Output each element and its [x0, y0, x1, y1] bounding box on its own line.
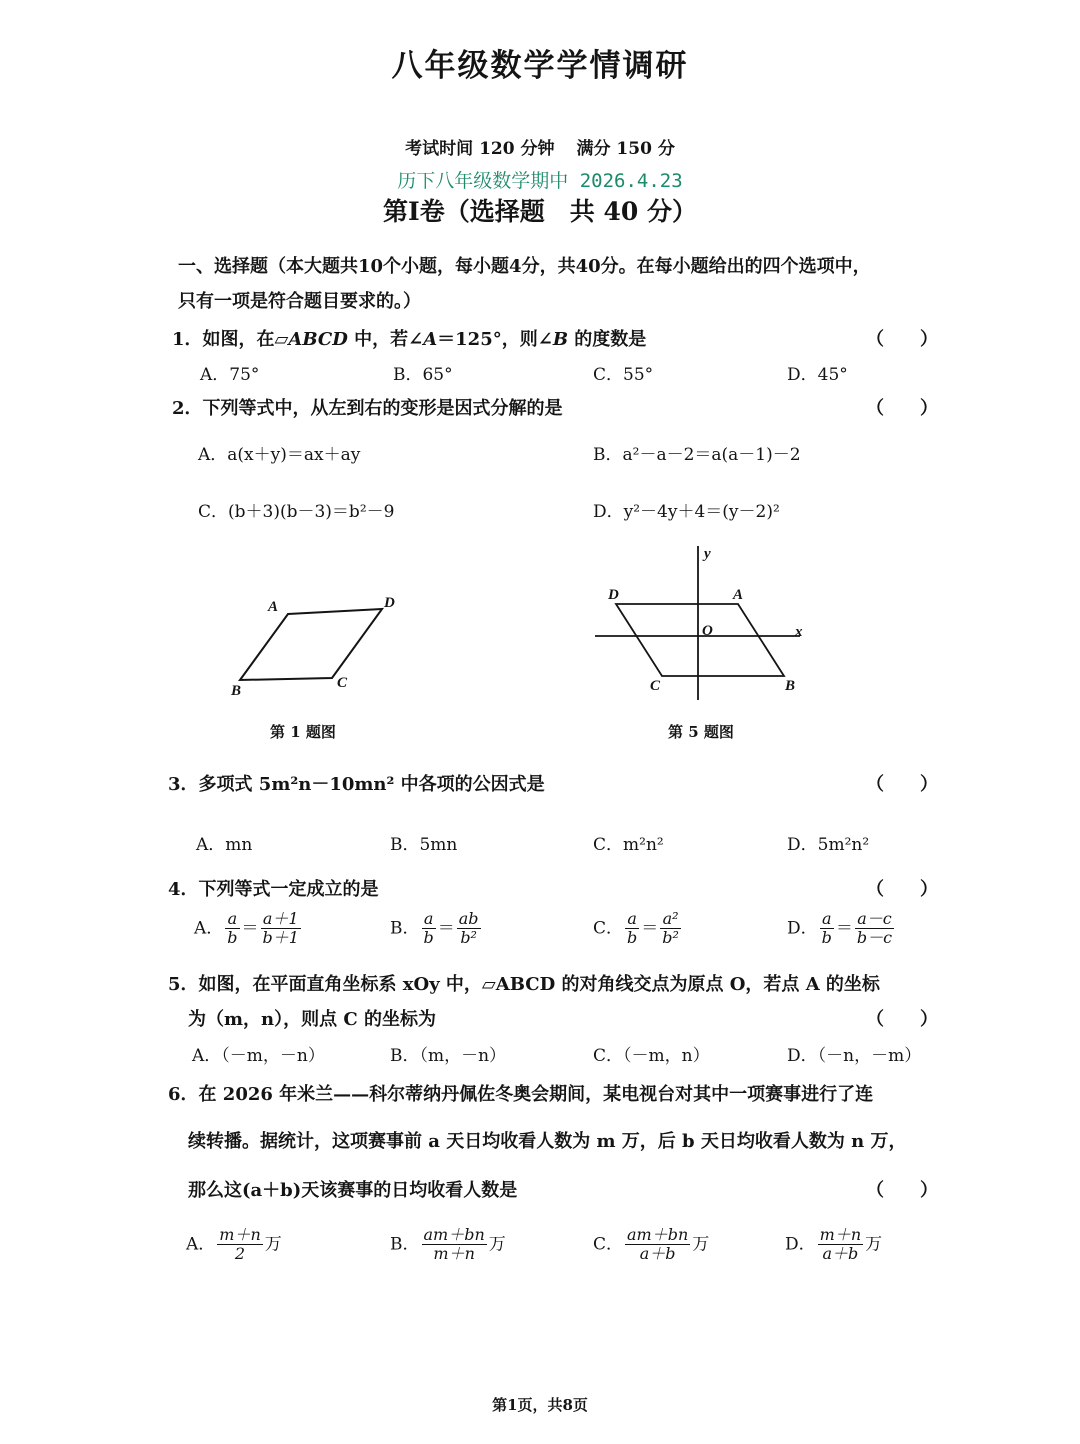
q4-option-b-label: B． — [390, 918, 420, 939]
q1-value: ＝125°，则∠ — [437, 329, 553, 350]
numerator: m＋n — [219, 1225, 261, 1244]
q4-option-b[interactable] — [390, 910, 483, 948]
question-4-answer-blank[interactable]: （ ） — [866, 879, 938, 900]
q1-angle-a: A — [423, 329, 438, 350]
q3-option-d[interactable]: D．5m²n² — [787, 835, 870, 855]
q1-end: 的度数是 — [568, 329, 647, 350]
q4-option-d[interactable] — [787, 910, 896, 948]
question-3-answer-blank[interactable]: （ ） — [866, 774, 938, 795]
denominator: b — [627, 928, 638, 948]
vertex-b-label: B — [785, 678, 796, 694]
q1-middle: 中，若∠ — [347, 329, 424, 350]
q4-option-a[interactable] — [194, 910, 303, 948]
q2-option-a[interactable]: A．a(x＋y)＝ax＋ay — [198, 445, 361, 465]
q4-option-c[interactable] — [593, 910, 683, 948]
q4-b-left-fraction — [422, 910, 436, 948]
q5-option-b[interactable]: B．（m，－n） — [390, 1046, 507, 1066]
q1-option-b[interactable]: B．65° — [393, 365, 453, 385]
q6-b-fraction — [422, 1226, 487, 1264]
denominator: b² — [460, 928, 477, 948]
q4-d-left-fraction — [820, 910, 834, 948]
numerator: m＋n — [819, 1225, 862, 1244]
question-5-line1: 5．如图，在平面直角坐标系 xOy 中，▱ABCD 的对角线交点为原点 O，若点 A 的坐标 — [168, 974, 880, 995]
x-axis-label: x — [795, 624, 803, 640]
q4-option-c-label: C． — [593, 918, 624, 939]
q5-option-c[interactable]: C．（－m，n） — [593, 1046, 710, 1066]
parallelogram-abcd-shape — [240, 609, 382, 680]
numerator: am＋bn — [423, 1225, 485, 1244]
q4-c-right-fraction — [660, 910, 681, 948]
denominator: b — [423, 928, 434, 948]
question-2-answer-blank[interactable]: （ ） — [866, 398, 938, 419]
figure-5-coordinate-plane — [590, 540, 820, 705]
numerator: a — [225, 910, 239, 929]
vertex-d-label: D — [608, 587, 619, 603]
q4-c-left-fraction — [625, 910, 639, 948]
vertex-a-label: A — [733, 587, 744, 603]
equals-sign: ＝ — [437, 918, 455, 939]
section-instructions-line1: 一、选择题（本大题共10个小题，每小题4分，共40分。在每小题给出的四个选项中， — [178, 256, 871, 277]
q5-option-d[interactable]: D．（－n，－m） — [787, 1046, 922, 1066]
part-title: 第Ⅰ卷（选择题 共 40 分） — [383, 197, 697, 226]
q1-option-a[interactable]: A．75° — [200, 365, 260, 385]
figure-5-caption: 第 5 题图 — [668, 723, 734, 741]
q6-option-c-label: C． — [593, 1234, 624, 1255]
numerator: a — [625, 910, 639, 929]
denominator: b－c — [856, 928, 893, 948]
unit-label: 万 — [692, 1234, 710, 1255]
figure-1-caption: 第 1 题图 — [270, 723, 336, 741]
numerator: a — [820, 910, 834, 929]
denominator: a＋b — [639, 1244, 676, 1264]
exam-title: 八年级数学学情调研 — [391, 48, 689, 84]
q4-option-d-label: D． — [787, 918, 818, 939]
q5-option-a[interactable]: A．（－m，－n） — [192, 1046, 325, 1066]
unit-label: 万 — [488, 1234, 506, 1255]
question-4-stem: 4．下列等式一定成立的是 — [168, 879, 379, 900]
q6-option-b[interactable] — [390, 1226, 506, 1264]
numerator: am＋bn — [627, 1225, 689, 1244]
numerator: a² — [660, 910, 681, 929]
exam-time: 考试时间 120 分钟 — [405, 139, 555, 159]
parallelogram-symbol: ▱ — [274, 329, 289, 350]
q6-option-c[interactable] — [593, 1226, 709, 1264]
denominator: b — [227, 928, 238, 948]
origin-label: O — [702, 623, 713, 639]
q3-option-a[interactable]: A．mn — [196, 835, 253, 855]
q4-a-right-fraction — [261, 910, 301, 948]
denominator: b — [821, 928, 832, 948]
q3-option-c[interactable]: C．m²n² — [593, 835, 664, 855]
denominator: b² — [662, 928, 679, 948]
equals-sign: ＝ — [641, 918, 659, 939]
vertex-a-label: A — [268, 599, 279, 615]
question-5-line2: 为（m，n），则点 C 的坐标为 — [188, 1009, 436, 1030]
q6-option-b-label: B． — [390, 1234, 420, 1255]
q6-option-d[interactable] — [785, 1226, 882, 1264]
question-2-stem: 2．下列等式中，从左到右的变形是因式分解的是 — [172, 398, 563, 419]
denominator: 2 — [234, 1244, 246, 1264]
parallelogram-abcd-shape — [616, 604, 784, 676]
equals-sign: ＝ — [835, 918, 853, 939]
handwritten-note: 历下八年级数学期中 2026.4.23 — [397, 170, 683, 192]
q1-figure-name: ABCD — [288, 329, 348, 350]
question-1-answer-blank[interactable]: （ ） — [866, 329, 938, 350]
q3-option-b[interactable]: B．5mn — [390, 835, 458, 855]
q4-a-left-fraction — [225, 910, 239, 948]
denominator: m＋n — [433, 1244, 475, 1264]
numerator: a－c — [855, 910, 894, 929]
question-6-line1: 6．在 2026 年米兰——科尔蒂纳丹佩佐冬奥会期间，某电视台对其中一项赛事进行了连 — [168, 1084, 874, 1105]
full-score: 满分 150 分 — [576, 139, 675, 159]
vertex-b-label: B — [231, 683, 242, 699]
q1-option-c[interactable]: C．55° — [593, 365, 654, 385]
q4-option-a-label: A． — [194, 918, 224, 939]
vertex-d-label: D — [384, 595, 395, 611]
q1-prefix: 1．如图，在 — [172, 329, 275, 350]
unit-label: 万 — [865, 1234, 883, 1255]
question-1-stem — [172, 325, 646, 351]
section-instructions-line2: 只有一项是符合题目要求的。） — [178, 291, 421, 312]
q2-option-c[interactable]: C．(b＋3)(b－3)＝b²－9 — [198, 502, 395, 522]
exam-meta — [0, 134, 1080, 159]
equals-sign: ＝ — [241, 918, 259, 939]
denominator: a＋b — [822, 1244, 859, 1264]
q6-option-a-label: A． — [186, 1234, 216, 1255]
q2-option-b[interactable]: B．a²－a－2＝a(a－1)－2 — [593, 445, 801, 465]
q6-d-fraction — [818, 1226, 863, 1264]
numerator: a — [422, 910, 436, 929]
question-6-line2: 续转播。据统计，这项赛事前 a 天日均收看人数为 m 万，后 b 天日均收看人数为 n 万， — [188, 1131, 907, 1152]
numerator: a＋1 — [261, 910, 301, 929]
question-6-line3: 那么这(a＋b)天该赛事的日均收看人数是 — [188, 1180, 518, 1201]
y-axis-label: y — [704, 546, 711, 562]
q2-option-d[interactable]: D．y²－4y＋4＝(y－2)² — [593, 502, 780, 522]
vertex-c-label: C — [337, 675, 348, 691]
page-number: 第1页，共8页 — [492, 1396, 588, 1414]
q4-d-right-fraction — [855, 910, 894, 948]
vertex-c-label: C — [650, 678, 661, 694]
q6-option-a[interactable] — [186, 1226, 282, 1264]
unit-label: 万 — [264, 1234, 282, 1255]
q6-a-fraction — [217, 1226, 262, 1264]
question-5-answer-blank[interactable]: （ ） — [866, 1009, 938, 1030]
q1-angle-b: B — [552, 329, 569, 350]
figure-1-parallelogram — [220, 585, 410, 705]
q4-b-right-fraction — [457, 910, 481, 948]
numerator: ab — [458, 909, 479, 928]
q1-option-d[interactable]: D．45° — [787, 365, 848, 385]
question-6-answer-blank[interactable]: （ ） — [866, 1180, 938, 1201]
q6-c-fraction — [625, 1226, 690, 1264]
denominator: b＋1 — [262, 928, 299, 948]
question-3-stem: 3．多项式 5m²n－10mn² 中各项的公因式是 — [168, 774, 545, 795]
q6-option-d-label: D． — [785, 1234, 816, 1255]
